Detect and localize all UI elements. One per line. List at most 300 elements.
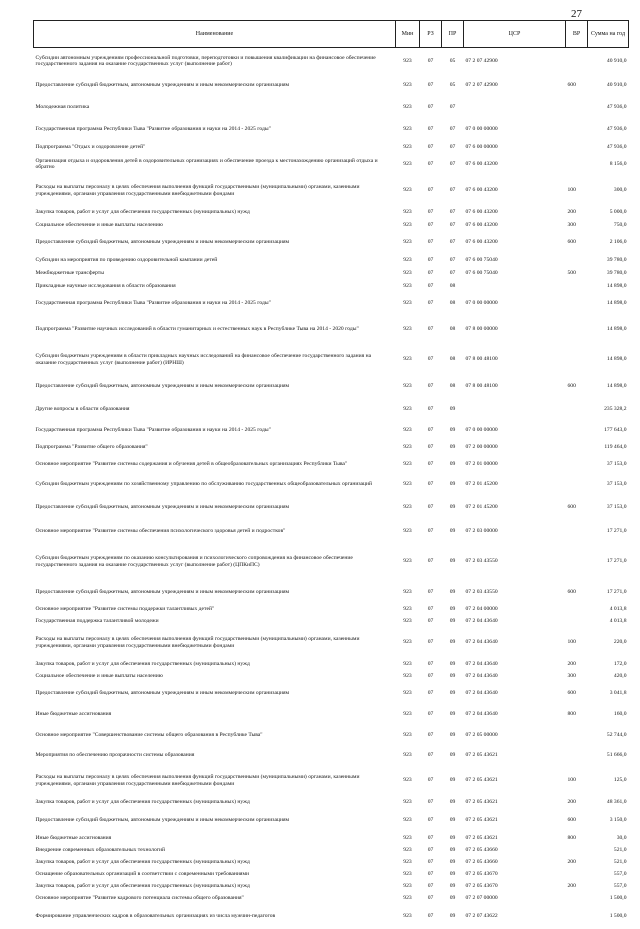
- cell-rz: 07: [427, 752, 434, 759]
- cell-name: Предоставление субсидий бюджетным, автономным учреждениям и иным некоммерческим организациям: [35, 239, 290, 246]
- cell-pr: 09: [449, 711, 456, 718]
- cell-min: 923: [403, 835, 412, 842]
- cell-rz: 07: [427, 883, 434, 890]
- cell-sum: 17 271,0: [606, 558, 627, 565]
- page-number: 27: [571, 8, 582, 20]
- table-row: [34, 683, 629, 705]
- cell-pr: 09: [449, 799, 456, 806]
- cell-csr: 07 2 04 43640: [465, 618, 498, 625]
- cell-min: 923: [403, 913, 412, 920]
- cell-csr: 07 0 00 00000: [465, 126, 498, 133]
- cell-min: 923: [403, 256, 412, 263]
- cell-pr: 09: [449, 871, 456, 878]
- header-csr: ЦСР: [464, 21, 566, 48]
- table-row: [34, 441, 629, 455]
- table-row: [34, 420, 629, 441]
- cell-csr: 07 2 07 43622: [465, 913, 498, 920]
- cell-csr: 07 2 07 42900: [465, 82, 498, 89]
- cell-csr: 07 2 04 43640: [465, 661, 498, 668]
- cell-min: 923: [403, 239, 412, 246]
- cell-csr: 07 6 00 75040: [465, 256, 498, 263]
- cell-name: Оснащение образовательных организаций в соответствии с современными требованиями: [35, 871, 250, 878]
- cell-sum: 521,0: [613, 859, 627, 866]
- cell-name: Прикладные научные исследования в области образования: [35, 282, 176, 289]
- table-header-row: [34, 21, 629, 48]
- cell-pr: 09: [449, 405, 456, 412]
- cell-name: Предоставление субсидий бюджетным, автономным учреждениям и иным некоммерческим организациям: [35, 82, 290, 89]
- cell-vr: [566, 893, 588, 905]
- cell-sum: 557,0: [613, 871, 627, 878]
- cell-min: 923: [403, 711, 412, 718]
- cell-pr: 09: [449, 847, 456, 854]
- table-row: [34, 582, 629, 603]
- cell-sum: 39 780,0: [606, 269, 627, 276]
- cell-sum: 750,0: [613, 221, 627, 228]
- cell-min: 923: [403, 895, 412, 902]
- cell-rz: 07: [427, 269, 434, 276]
- table-row: [34, 232, 629, 254]
- cell-name: Внедрение современных образовательных технологий: [35, 847, 166, 854]
- cell-csr: 07 2 03 00000: [465, 527, 498, 534]
- cell-csr: 07 2 05 43621: [465, 777, 498, 784]
- cell-vr: 200: [567, 209, 576, 216]
- cell-pr: 05: [449, 82, 456, 89]
- cell-sum: 17 271,0: [606, 588, 627, 595]
- cell-sum: 1 500,0: [609, 895, 627, 902]
- cell-vr: 800: [567, 711, 576, 718]
- cell-csr: 07 6 00 43200: [465, 239, 498, 246]
- cell-min: 923: [403, 504, 412, 511]
- cell-min: 923: [403, 126, 412, 133]
- table-row: [34, 905, 629, 929]
- cell-csr: 07 2 04 43640: [465, 673, 498, 680]
- cell-sum: 220,0: [613, 639, 627, 646]
- cell-pr: 09: [449, 661, 456, 668]
- table-body: [34, 48, 629, 929]
- cell-vr: [566, 154, 588, 175]
- cell-name: Иные бюджетные ассигнования: [35, 711, 112, 718]
- cell-pr: 08: [449, 300, 456, 307]
- cell-vr: 200: [567, 799, 576, 806]
- cell-min: 923: [403, 558, 412, 565]
- cell-name: Предоставление субсидий бюджетным, автономным учреждениям и иным некоммерческим организациям: [35, 588, 290, 595]
- cell-name: Другие вопросы в области образования: [35, 405, 130, 412]
- cell-vr: [566, 345, 588, 375]
- cell-pr: 09: [449, 606, 456, 613]
- cell-min: 923: [403, 383, 412, 390]
- cell-min: 923: [403, 326, 412, 333]
- cell-name: Государственная поддержка талантливой молодежи: [35, 618, 159, 625]
- cell-sum: 235 328,2: [604, 405, 627, 412]
- cell-name: Предоставление субсидий бюджетным, автономным учреждениям и иным некоммерческим организациям: [35, 690, 290, 697]
- cell-rz: 07: [427, 913, 434, 920]
- cell-name: Подпрограмма "Развитие научных исследований в области гуманитарных и естественных наук в Республике Тыва на 2014 - 2020 годы": [35, 326, 359, 333]
- cell-vr: 600: [567, 588, 576, 595]
- cell-csr: 07 2 05 43621: [465, 817, 498, 824]
- cell-vr: 300: [567, 221, 576, 228]
- table-row: [34, 254, 629, 267]
- cell-min: 923: [403, 221, 412, 228]
- cell-min: 923: [403, 661, 412, 668]
- cell-csr: 07 2 01 45200: [465, 481, 498, 488]
- table-row: [34, 495, 629, 521]
- cell-vr: 600: [567, 383, 576, 390]
- cell-csr: 07 2 05 43621: [465, 835, 498, 842]
- header-sum: Сумма на год: [588, 21, 629, 48]
- cell-vr: 100: [567, 187, 576, 194]
- cell-name: Закупка товаров, работ и услуг для обеспечения государственных (муниципальных) нужд: [35, 209, 250, 216]
- cell-name: Закупка товаров, работ и услуг для обеспечения государственных (муниципальных) нужд: [35, 859, 250, 866]
- cell-sum: 47 936,0: [606, 143, 627, 150]
- cell-name: Формирование управленческих кадров в образовательных организациях из числа мужчин-педагогов: [35, 913, 276, 920]
- cell-rz: 07: [427, 187, 434, 194]
- cell-rz: 07: [427, 143, 434, 150]
- cell-name: Организация отдыха и оздоровления детей в оздоровительных организациях и обеспечение проезда к местонахождению организаций отдыха и обратно: [35, 157, 378, 170]
- cell-sum: 51 666,0: [606, 752, 627, 759]
- cell-name: Предоставление субсидий бюджетным, автономным учреждениям и иным некоммерческим организациям: [35, 383, 290, 390]
- cell-min: 923: [403, 871, 412, 878]
- cell-min: 923: [403, 187, 412, 194]
- cell-csr: 07 0 00 00000: [465, 426, 498, 433]
- cell-min: 923: [403, 405, 412, 412]
- table-row: [34, 765, 629, 797]
- cell-vr: [566, 905, 588, 929]
- header-rz: РЗ: [420, 21, 442, 48]
- cell-name: Иные бюджетные ассигнования: [35, 835, 112, 842]
- cell-pr: 09: [449, 618, 456, 625]
- table-row: [34, 280, 629, 293]
- cell-pr: 07: [449, 187, 456, 194]
- cell-vr: [566, 420, 588, 441]
- table-row: [34, 375, 629, 399]
- cell-csr: 07 2 05 43670: [465, 871, 498, 878]
- cell-pr: 08: [449, 282, 456, 289]
- cell-rz: 07: [427, 426, 434, 433]
- cell-min: 923: [403, 160, 412, 167]
- cell-vr: 300: [567, 673, 576, 680]
- cell-pr: 09: [449, 558, 456, 565]
- cell-sum: 17 271,0: [606, 527, 627, 534]
- cell-rz: 07: [427, 859, 434, 866]
- cell-name: Субсидии на мероприятия по проведению оздоровительной кампании детей: [35, 256, 218, 263]
- cell-sum: 521,0: [613, 847, 627, 854]
- cell-vr: [566, 542, 588, 582]
- cell-name: Расходы на выплаты персоналу в целях обеспечения выполнения функций государственными (муниципальными) органами, казенными учреждениями, органами управления государственными внебюджетными фондами: [35, 636, 360, 649]
- table-row: [34, 399, 629, 420]
- cell-sum: 37 153,0: [606, 481, 627, 488]
- cell-rz: 07: [427, 527, 434, 534]
- cell-min: 923: [403, 673, 412, 680]
- cell-pr: 09: [449, 588, 456, 595]
- table-row: [34, 725, 629, 747]
- cell-name: Субсидии автономным учреждениям профессиональной подготовки, переподготовки и повышения квалификации на финансовое обеспечение государственного задания на оказание государственных услуг (выполнение работ): [35, 54, 376, 68]
- cell-sum: 14 898,0: [606, 282, 627, 289]
- cell-rz: 07: [427, 239, 434, 246]
- cell-vr: 200: [567, 661, 576, 668]
- cell-csr: 07 2 03 43550: [465, 558, 498, 565]
- cell-rz: 07: [427, 661, 434, 668]
- cell-csr: 07 2 05 43660: [465, 847, 498, 854]
- table-row: [34, 75, 629, 97]
- cell-rz: 07: [427, 58, 434, 65]
- cell-csr: 07 2 04 43640: [465, 639, 498, 646]
- cell-name: Предоставление субсидий бюджетным, автономным учреждениям и иным некоммерческим организациям: [35, 504, 290, 511]
- table-row: [34, 154, 629, 175]
- cell-csr: 07 2 05 43660: [465, 859, 498, 866]
- cell-min: 923: [403, 104, 412, 111]
- cell-csr: 07 2 05 43621: [465, 799, 498, 806]
- table-row: [34, 345, 629, 375]
- cell-vr: 800: [567, 835, 576, 842]
- cell-pr: 09: [449, 444, 456, 451]
- cell-name: Основное мероприятие "Развитие кадрового потенциала системы общего образования": [35, 895, 244, 902]
- cell-min: 923: [403, 269, 412, 276]
- cell-pr: 07: [449, 126, 456, 133]
- cell-name: Молодежная политика: [35, 104, 90, 111]
- table-row: [34, 857, 629, 869]
- cell-sum: 14 898,0: [606, 326, 627, 333]
- cell-sum: 2 106,0: [609, 239, 627, 246]
- cell-name: Основное мероприятие "Развитие системы содержания и обучения детей в общеобразовательных организациях Республики Тыва": [35, 461, 348, 468]
- cell-sum: 160,0: [613, 711, 627, 718]
- cell-csr: 07 6 00 43200: [465, 160, 498, 167]
- table-row: [34, 542, 629, 582]
- cell-sum: 3 150,0: [609, 817, 627, 824]
- cell-csr: 07 6 00 43200: [465, 221, 498, 228]
- table-row: [34, 881, 629, 893]
- cell-pr: 09: [449, 732, 456, 739]
- cell-sum: 3 041,8: [609, 690, 627, 697]
- cell-vr: [566, 280, 588, 293]
- cell-min: 923: [403, 481, 412, 488]
- cell-pr: 08: [449, 356, 456, 363]
- table-row: [34, 627, 629, 659]
- cell-rz: 07: [427, 777, 434, 784]
- cell-min: 923: [403, 690, 412, 697]
- cell-csr: 07 6 00 00000: [465, 143, 498, 150]
- cell-rz: 07: [427, 160, 434, 167]
- cell-vr: 600: [567, 690, 576, 697]
- cell-vr: [566, 869, 588, 881]
- table-row: [34, 797, 629, 809]
- table-row: [34, 833, 629, 845]
- cell-rz: 07: [427, 256, 434, 263]
- cell-min: 923: [403, 618, 412, 625]
- cell-vr: [566, 441, 588, 455]
- cell-pr: 09: [449, 752, 456, 759]
- cell-vr: [566, 845, 588, 857]
- cell-name: Субсидии бюджетным учреждениям по оказанию консультирования и психологического сопровождения на финансовое обеспечение государственного задания на оказание государственных услуг (выполнение работ) (ЦПКиПС): [35, 555, 353, 568]
- cell-min: 923: [403, 639, 412, 646]
- cell-sum: 557,0: [613, 883, 627, 890]
- cell-vr: [566, 141, 588, 154]
- cell-csr: 07 0 00 00000: [465, 300, 498, 307]
- cell-rz: 07: [427, 817, 434, 824]
- cell-name: Основное мероприятие "Совершенствование системы общего образования в Республике Тыва": [35, 732, 263, 739]
- cell-csr: 07 2 04 00000: [465, 606, 498, 613]
- cell-pr: 08: [449, 326, 456, 333]
- cell-name: Закупка товаров, работ и услуг для обеспечения государственных (муниципальных) нужд: [35, 883, 250, 890]
- cell-vr: [566, 475, 588, 495]
- cell-name: Расходы на выплаты персоналу в целях обеспечения выполнения функций государственными (муниципальными) органами, казенными учреждениями, органами управления государственными внебюджетными фондами: [35, 184, 360, 197]
- table-row: [34, 141, 629, 154]
- cell-csr: 07 8 00 00000: [465, 326, 498, 333]
- cell-min: 923: [403, 143, 412, 150]
- cell-name: Подпрограмма "Развитие общего образования": [35, 444, 148, 451]
- cell-name: Государственная программа Республики Тыва "Развитие образования и науки на 2014 - 2025 годы": [35, 426, 271, 433]
- cell-min: 923: [403, 847, 412, 854]
- cell-pr: 09: [449, 777, 456, 784]
- cell-name: Государственная программа Республики Тыва "Развитие образования и науки на 2014 - 2025 годы": [35, 126, 271, 133]
- cell-min: 923: [403, 588, 412, 595]
- cell-csr: 07 2 01 45200: [465, 504, 498, 511]
- cell-name: Субсидии бюджетным учреждениям в области прикладных научных исследований на финансовое обеспечение государственного задания на оказание государственных услуг (выполнение работ) (ИРНШ): [35, 353, 372, 366]
- cell-pr: 09: [449, 481, 456, 488]
- cell-vr: 600: [567, 504, 576, 511]
- cell-rz: 07: [427, 711, 434, 718]
- cell-min: 923: [403, 606, 412, 613]
- cell-rz: 07: [427, 732, 434, 739]
- cell-rz: 07: [427, 383, 434, 390]
- cell-vr: [566, 119, 588, 141]
- cell-csr: 07 2 07 00000: [465, 895, 498, 902]
- cell-rz: 07: [427, 126, 434, 133]
- cell-sum: 4 013,8: [609, 618, 627, 625]
- cell-pr: 07: [449, 239, 456, 246]
- cell-pr: 09: [449, 883, 456, 890]
- cell-pr: 05: [449, 58, 456, 65]
- cell-name: Закупка товаров, работ и услуг для обеспечения государственных (муниципальных) нужд: [35, 799, 250, 806]
- cell-name: Расходы на выплаты персоналу в целях обеспечения выполнения функций государственными (муниципальными) органами, казенными учреждениями, органами управления государственными внебюджетными фондами: [35, 774, 360, 787]
- cell-name: Межбюджетные трансферты: [35, 269, 104, 276]
- cell-rz: 07: [427, 871, 434, 878]
- cell-name: Предоставление субсидий бюджетным, автономным учреждениям и иным некоммерческим организациям: [35, 817, 290, 824]
- cell-pr: 09: [449, 639, 456, 646]
- cell-vr: 600: [567, 82, 576, 89]
- cell-csr: 07 2 00 00000: [465, 444, 498, 451]
- table-row: [34, 845, 629, 857]
- cell-rz: 07: [427, 618, 434, 625]
- header-min: Мин: [396, 21, 420, 48]
- cell-pr: 07: [449, 104, 456, 111]
- cell-pr: 09: [449, 461, 456, 468]
- cell-sum: 40 910,0: [606, 58, 627, 65]
- cell-pr: 09: [449, 673, 456, 680]
- cell-min: 923: [403, 426, 412, 433]
- cell-sum: 4 013,8: [609, 606, 627, 613]
- cell-min: 923: [403, 817, 412, 824]
- table-row: [34, 315, 629, 345]
- table-row: [34, 893, 629, 905]
- cell-sum: 5 000,0: [609, 209, 627, 216]
- cell-rz: 07: [427, 588, 434, 595]
- cell-pr: 07: [449, 209, 456, 216]
- budget-table: [33, 20, 629, 929]
- cell-pr: 09: [449, 835, 456, 842]
- table-row: [34, 617, 629, 627]
- cell-min: 923: [403, 883, 412, 890]
- cell-name: Субсидии бюджетным учреждениям по хозяйственному управлению по обслуживанию государственных общеобразовательных организаций: [35, 481, 373, 488]
- cell-sum: 8 156,0: [609, 160, 627, 167]
- cell-pr: 07: [449, 256, 456, 263]
- cell-pr: 09: [449, 817, 456, 824]
- cell-rz: 07: [427, 326, 434, 333]
- cell-pr: 09: [449, 426, 456, 433]
- cell-sum: 1 500,0: [609, 913, 627, 920]
- cell-rz: 07: [427, 835, 434, 842]
- cell-rz: 07: [427, 504, 434, 511]
- cell-min: 923: [403, 799, 412, 806]
- table-row: [34, 659, 629, 671]
- table-row: [34, 869, 629, 881]
- cell-csr: 07 8 00 48100: [465, 383, 498, 390]
- header-pr: ПР: [442, 21, 464, 48]
- cell-name: Основное мероприятие "Развитие системы поддержки талантливых детей": [35, 606, 215, 613]
- table-row: [34, 97, 629, 119]
- cell-vr: [566, 521, 588, 542]
- cell-min: 923: [403, 356, 412, 363]
- table-row: [34, 267, 629, 280]
- cell-sum: 119 464,0: [604, 444, 627, 451]
- cell-vr: [566, 293, 588, 315]
- cell-pr: 09: [449, 859, 456, 866]
- cell-vr: [566, 254, 588, 267]
- cell-min: 923: [403, 752, 412, 759]
- cell-vr: 500: [567, 269, 576, 276]
- cell-rz: 07: [427, 444, 434, 451]
- cell-vr: [566, 747, 588, 765]
- table-row: [34, 219, 629, 232]
- table-row: [34, 119, 629, 141]
- cell-rz: 07: [427, 847, 434, 854]
- cell-name: Социальное обеспечение и иные выплаты населению: [35, 673, 163, 680]
- cell-min: 923: [403, 859, 412, 866]
- cell-rz: 07: [427, 82, 434, 89]
- table-row: [34, 455, 629, 475]
- cell-pr: 08: [449, 383, 456, 390]
- cell-name: Основное мероприятие "Развитие системы обеспечения психологического здоровья детей и подростков": [35, 527, 286, 534]
- cell-sum: 172,0: [613, 661, 627, 668]
- cell-sum: 14 898,0: [606, 356, 627, 363]
- cell-vr: 200: [567, 859, 576, 866]
- cell-rz: 07: [427, 209, 434, 216]
- cell-vr: 200: [567, 883, 576, 890]
- cell-rz: 07: [427, 690, 434, 697]
- cell-min: 923: [403, 444, 412, 451]
- cell-vr: 600: [567, 239, 576, 246]
- table-row: [34, 747, 629, 765]
- cell-sum: 14 898,0: [606, 300, 627, 307]
- cell-sum: 300,0: [613, 187, 627, 194]
- cell-pr: 07: [449, 160, 456, 167]
- cell-rz: 07: [427, 895, 434, 902]
- cell-min: 923: [403, 777, 412, 784]
- cell-csr: 07 2 05 43621: [465, 752, 498, 759]
- cell-rz: 07: [427, 799, 434, 806]
- cell-csr: 07 6 00 43200: [465, 187, 498, 194]
- cell-csr: [464, 399, 566, 420]
- cell-sum: 37 153,0: [606, 461, 627, 468]
- cell-sum: 420,0: [613, 673, 627, 680]
- cell-vr: [566, 399, 588, 420]
- cell-rz: 07: [427, 104, 434, 111]
- cell-vr: [566, 455, 588, 475]
- cell-csr: 07 2 04 43640: [465, 711, 498, 718]
- table-row: [34, 293, 629, 315]
- cell-rz: 07: [427, 639, 434, 646]
- cell-min: 923: [403, 527, 412, 534]
- cell-vr: 100: [567, 777, 576, 784]
